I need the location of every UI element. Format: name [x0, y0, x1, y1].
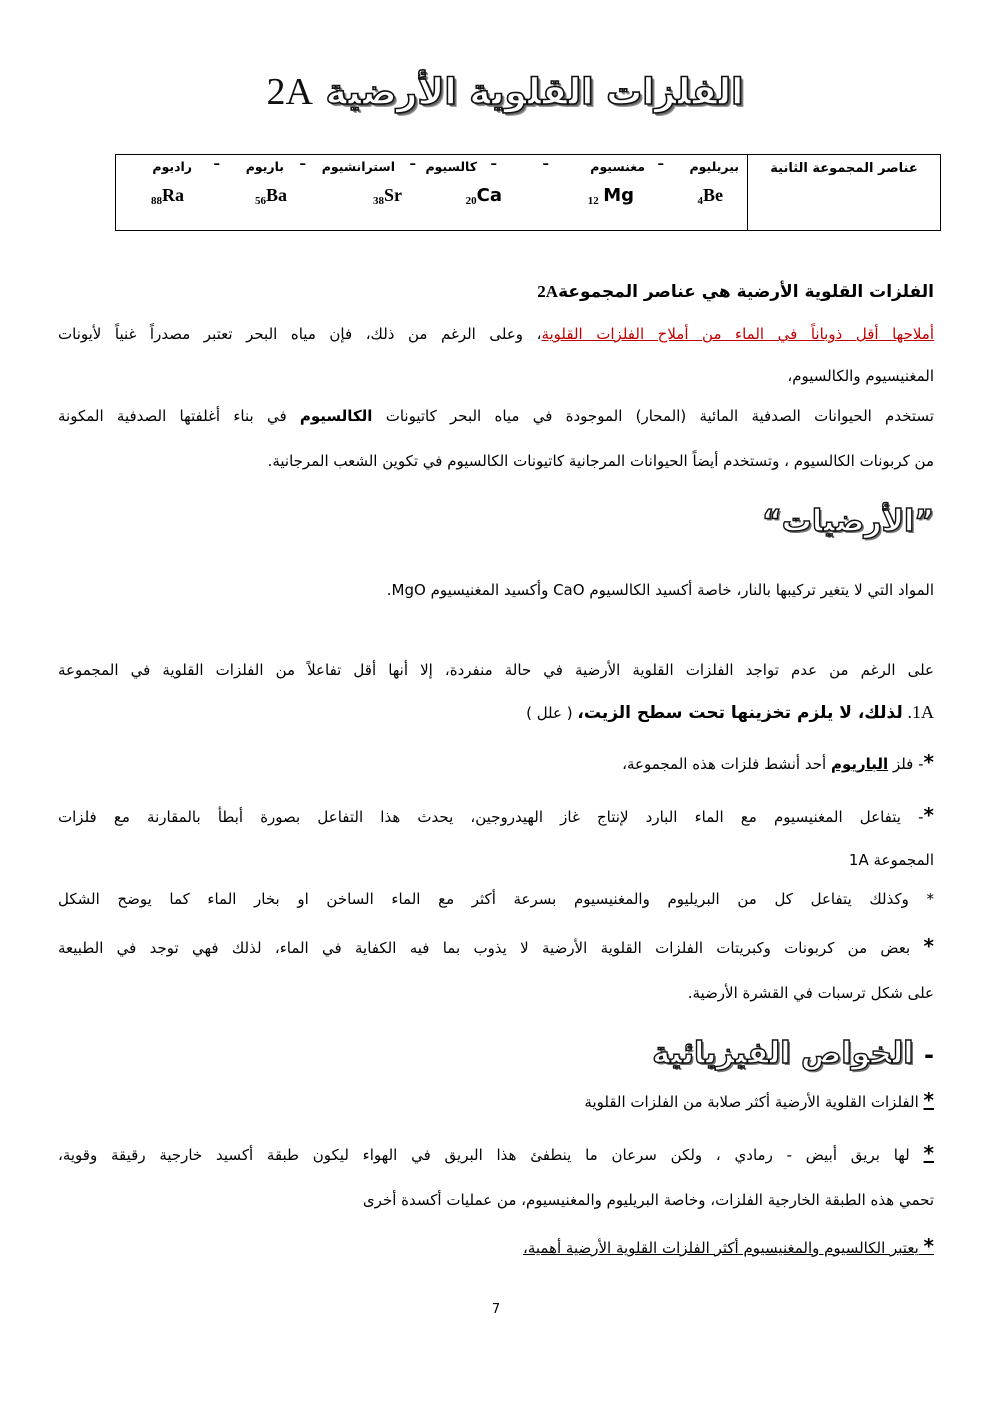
earths-heading: ”الأرضيات“	[762, 504, 934, 539]
intro-paragraph-2: تستخدم الحيوانات الصدفية المائية (المحار) الموجودة في مياه البحر كاتيونات الكالسيوم في بناء أغلفتها الصدفية المكونة	[58, 407, 934, 425]
bullet-magnesium-line-2: المجموعة 1A	[848, 851, 934, 869]
group-table	[115, 154, 941, 231]
occurrence-line-2: 1A. لذلك، لا يلزم تخزينها تحت سطح الزيت، ( علل )	[526, 702, 934, 723]
element-name: باريوم	[245, 159, 284, 174]
dash: –	[299, 157, 306, 172]
star-bullet: *	[923, 1141, 934, 1165]
title-arabic: الفلزات القلوية الأرضية	[325, 72, 744, 113]
element-name: استرانشيوم	[321, 159, 395, 174]
physical-hardness: * الفلزات القلوية الأرضية أكثر صلابة من الفلزات القلوية	[584, 1088, 934, 1112]
star-bullet: *	[923, 1234, 934, 1258]
bullet-carbonates-line-2: على شكل ترسبات في القشرة الأرضية.	[687, 984, 934, 1002]
element-symbol: $_{56}$Ba	[254, 185, 287, 207]
intro-paragraph-1-line-2: المغنيسيوم والكالسيوم،	[787, 367, 934, 385]
dash: –	[213, 157, 220, 172]
underlined-phrase: أملاحها أقل ذوباناً في الماء من أملاح الفلزات القلوية	[541, 325, 934, 343]
star-bullet: *	[923, 803, 934, 827]
physical-heading: - الخواص الفيزيائية	[652, 1036, 934, 1071]
title-group: 2A	[266, 71, 313, 113]
dash: –	[409, 157, 416, 172]
star-bullet: *	[923, 1088, 934, 1112]
occurrence-line-1: على الرغم من عدم تواجد الفلزات القلوية الأرضية في حالة منفردة، إلا أنها أقل تفاعلاً من الفلزات القلوية في المجموعة	[58, 661, 934, 679]
dash: –	[657, 157, 664, 172]
intro-heading: الفلزات القلوية الأرضية هي عناصر المجموعة2A	[537, 282, 934, 302]
physical-importance: * يعتبر الكالسيوم والمغنيسيوم أكثر الفلزات القلوية الأرضية أهمية،	[522, 1234, 934, 1258]
physical-luster-line-2: تحمي هذه الطبقة الخارجية الفلزات، وخاصة البريليوم والمغنيسيوم، من عمليات أكسدة أخرى	[362, 1191, 934, 1209]
star-bullet: *	[923, 750, 934, 774]
bullet-beryllium: * وكذلك يتفاعل كل من البريليوم والمغنيسيوم بسرعة أكثر مع الماء الساخن او بخار الماء كما يوضح الشكل	[58, 890, 934, 908]
bullet-magnesium: *- يتفاعل المغنيسيوم مع الماء البارد لإنتاج غاز الهيدروجين، يحدث هذا التفاعل بصورة أبطأ بالمقارنة مع فلزات	[58, 803, 934, 827]
element-symbol: $_4$Be	[697, 185, 723, 207]
dash: –	[542, 157, 549, 172]
element-name: مغنسيوم	[590, 159, 645, 174]
dash: –	[490, 157, 497, 172]
page-number: 7	[491, 1302, 501, 1317]
star-bullet: *	[923, 934, 934, 958]
element-symbol: $_{88}$Ra	[151, 185, 184, 207]
table-header-cell: عناصر المجموعة الثانية	[748, 155, 941, 231]
page-title	[0, 70, 992, 114]
element-symbol: $_{20}$Ca	[465, 185, 502, 207]
bullet-barium: *- فلز الباريوم أحد أنشط فلزات هذه المجموعة،	[622, 750, 934, 774]
earths-definition: المواد التي لا يتغير تركيبها بالنار، خاصة أكسيد الكالسيوم CaO وأكسيد المغنيسيوم MgO.	[386, 581, 934, 599]
intro-paragraph-2-line-2: من كربونات الكالسيوم ، وتستخدم أيضاً الحيوانات المرجانية كاتيونات الكالسيوم في تكوين الشعب المرجانية.	[267, 452, 934, 470]
element-name: راديوم	[152, 159, 192, 174]
physical-luster: * لها بريق أبيض - رمادي ، ولكن سرعان ما ينطفئ هذا البريق في الهواء ليكون طبقة أكسيد خارجية رقيقة وقوية،	[58, 1141, 934, 1165]
elements-cell	[116, 155, 748, 231]
intro-paragraph-1: أملاحها أقل ذوباناً في الماء من أملاح الفلزات القلوية، وعلى الرغم من ذلك، فإن مياه البحر تعتبر مصدراً غنياً لأيونات	[58, 325, 934, 343]
element-symbol: $_{12}$ Mg	[587, 185, 634, 207]
element-name: كالسيوم	[425, 159, 477, 174]
element-name: بيريليوم	[689, 159, 739, 174]
element-symbol: $_{38}$Sr	[373, 185, 402, 207]
bullet-carbonates: * بعض من كربونات وكبريتات الفلزات القلوية الأرضية لا يذوب بما فيه الكفاية في الماء، لذلك فهي توجد في الطبيعة	[58, 934, 934, 958]
